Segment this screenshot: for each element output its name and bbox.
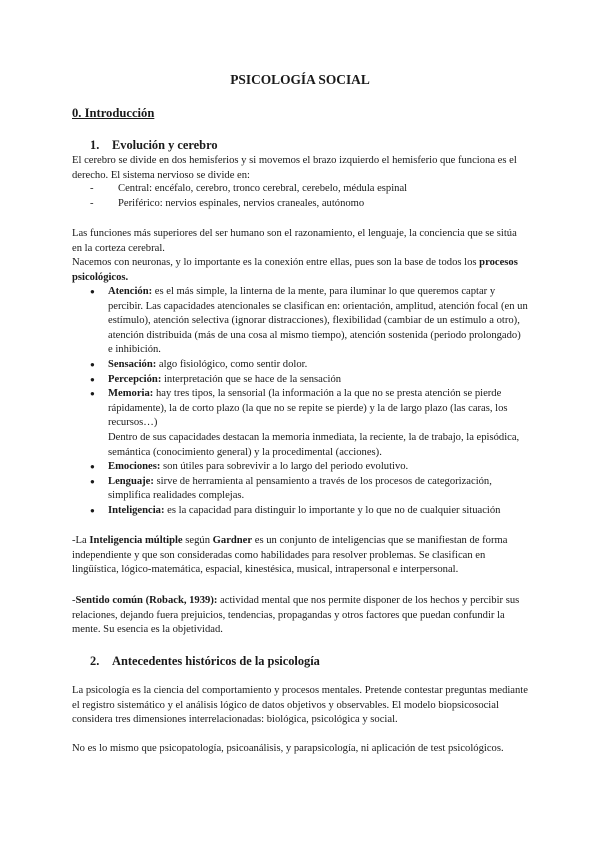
subsection-title: Antecedentes históricos de la psicología [112,654,320,668]
bold-term: Sensación: [108,358,157,370]
text-run: Dentro de sus capacidades destacan la memoria inmediata, la reciente, la de trabajo, la episódica, semántica (conocimiento general) y la procedimental (acciones). [108,431,520,458]
subsection-number: 2. [90,654,100,668]
text-run: hay tres tipos, la sensorial (la información a la que no se presta atención se pierde rápidamente), la de corto plazo (la que no se repite se pierde) y la de largo plazo (las caras, los recursos…) [108,388,508,429]
bold-term: procesos psicológicos. [72,257,518,283]
paragraph-psicologia: La psicología es la ciencia del comportamiento y procesos mentales. Pretende contestar preguntas mediante el registro sistemático y el análisis lógico de datos objetivos y observables. El modelo biopsicosocial considera tres dimensiones interrelacionadas: biológica, psicológica y social. [72,685,528,726]
text-run: interpretación que se hace de la sensación [161,373,342,385]
list-item [72,373,528,388]
list-item [72,475,528,504]
text-run: es el más simple, la linterna de la mente, para iluminar lo que queremos captar y percibir. Las capacidades atencionales se clasifican en: orientación, amplitud, atención focal (en un estímulo), atención selectiva (ignorar distracciones), flexibilidad (cambiar de un estímulo a otro), atención distribuida (más de una cosa al mismo tiempo), atención sostenida (periodo prolongado) e inhibición. [108,286,528,356]
subsection-title: Evolución y cerebro [112,138,218,152]
bold-term: Memoria: [108,388,154,400]
subsection-number: 1. [90,138,100,152]
text-run: algo fisiológico, como sentir dolor. [156,358,308,370]
bold-term: Gardner [212,535,253,546]
text-run: es un conjunto de inteligencias que se manifiestan de forma independiente y que son consideradas como habilidades para resolver problemas. Se clasifican en lingüística, lógico-matemática, espacial, kinestésica, musical, intrapersonal e interpersonal. [72,535,508,576]
paragraph-sentido-comun [72,594,528,638]
psychological-processes-list [72,285,528,519]
text-run: Nacemos con neuronas, y lo importante es la conexión entre ellas, pues son la base de todos los [72,257,480,268]
paragraph-cerebro: El cerebro se divide en dos hemisferios y si movemos el brazo izquierdo el hemisferio que funciona es el derecho. El sistema nervioso se divide en: [72,155,517,181]
bold-term: Lenguaje: [108,475,154,487]
text-run: según [182,535,213,546]
list-item [72,387,528,460]
bold-term: Percepción: [108,373,162,385]
text-run: -La [72,535,90,546]
subsection-heading-antecedentes [90,654,546,669]
bold-term: Inteligencia múltiple [89,535,183,546]
text-run: es la capacidad para distinguir lo importante y lo que no de cualquier situación [164,504,501,516]
text-run: sirve de herramienta al pensamiento a través de los procesos de categorización, simplifica realidades complejas. [108,475,492,502]
text-run: - [72,595,76,606]
list-item [72,504,528,519]
bold-term: Emociones: [108,461,161,473]
list-item [72,358,528,373]
paragraph-funciones: Las funciones más superiores del ser humano son el razonamiento, el lenguaje, la conciencia que se sitúa en la corteza cerebral. [72,228,517,254]
list-item [72,285,528,358]
list-item [72,460,528,475]
list-item: - Central: encéfalo, cerebro, tronco cerebral, cerebelo, médula espinal [72,182,528,197]
text-run: actividad mental que nos permite disponer de los hechos y percibir sus relaciones, dejando fuera prejuicios, tendencias, propagandas y otros factores que puedan confundir la mente. Su esencia es la objetividad. [72,595,520,636]
paragraph-inteligencia-multiple [72,534,528,578]
document-title: PSICOLOGÍA SOCIAL [230,72,370,87]
bold-term: Sentido común (Roback, 1939): [75,595,218,606]
section-heading-introduccion: 0. Introducción [72,106,155,120]
paragraph-neuronas [72,256,528,285]
subsection-heading-evolucion [90,138,546,153]
bold-term: Inteligencia: [108,504,165,516]
list-item: - Periférico: nervios espinales, nervios craneales, autónomo [72,197,528,212]
nervous-system-list [72,182,528,211]
text-run: son útiles para sobrevivir a lo largo del periodo evolutivo. [160,461,409,473]
bold-term: Atención: [108,286,153,297]
paragraph-no-es-lo-mismo: No es lo mismo que psicopatología, psicoanálisis, y parapsicología, ni aplicación de test psicológicos. [72,743,504,754]
